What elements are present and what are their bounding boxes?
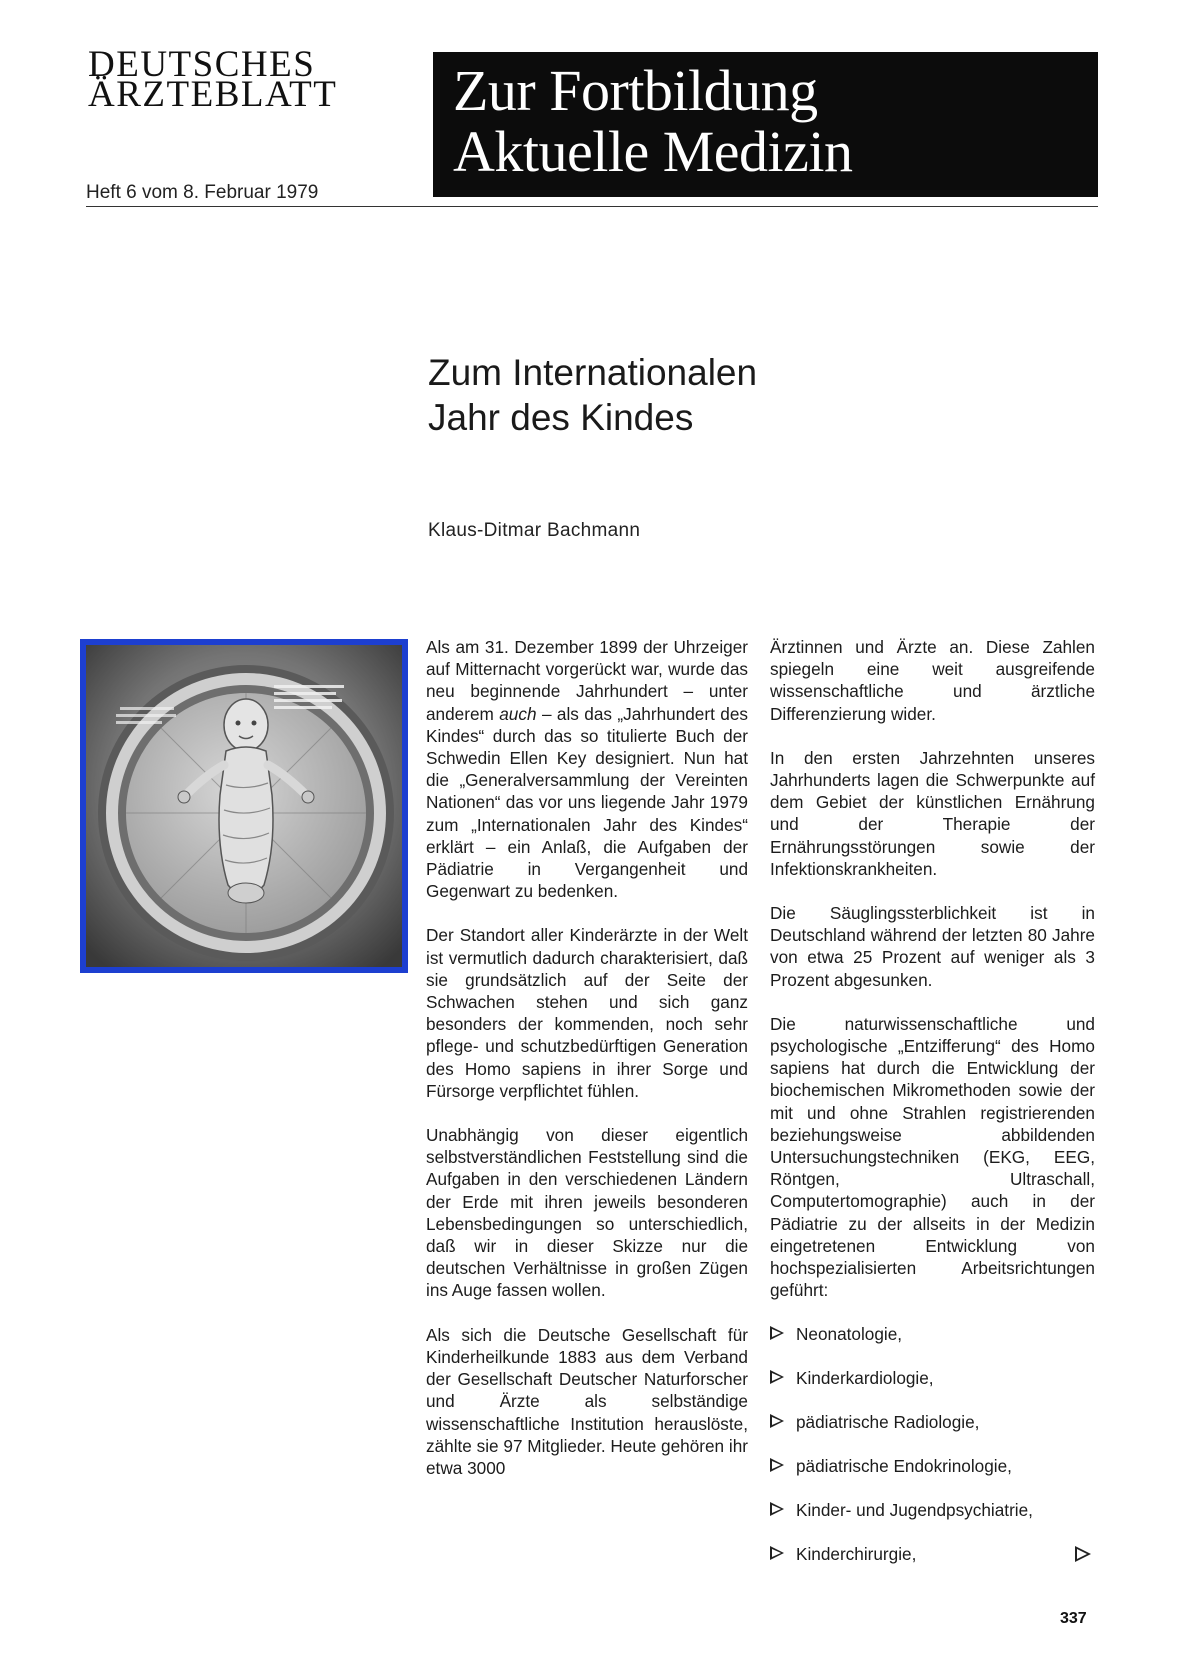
triangle-bullet-icon [770, 1546, 784, 1560]
list-item-label: pädiatrische Endokrinologie, [796, 1456, 1012, 1477]
list-item-label: Kinderkardiologie, [796, 1368, 934, 1389]
paragraph: Ärztinnen und Ärzte an. Diese Zahlen spiegeln eine weit ausgreifende wissenschaftliche und ärztliche Differenzierung wider. [770, 637, 1095, 724]
paragraph: Die naturwissenschaftliche und psychologische „Entzifferung“ des Homo sapiens hat durch die Entwicklung der biochemischen Mikromethoden sowie der mit und ohne Strahlen registrierenden beziehungsweise abbildenden Untersuchungstechniken (EKG, EEG, Röntgen, Ultraschall, Computertomographie) auch in der Pädiatrie zu der allseits in der Medizin eingetretenen Entwicklung von hochspezialisierten Arbeitsrichtungen geführt: [770, 1013, 1095, 1301]
list-item [770, 1455, 1095, 1499]
list-item [770, 1323, 1095, 1367]
triangle-bullet-icon [770, 1370, 784, 1384]
article-author: Klaus-Ditmar Bachmann [428, 520, 641, 541]
list-item [770, 1367, 1095, 1411]
paragraph: Unabhängig von dieser eigentlich selbstverständlichen Feststellung sind die Aufgaben in den verschiedenen Ländern der Erde mit ihren jeweils besonderen Lebensbedingungen so unterschiedlich, daß wir in dieser Skizze nur die deutschen Verhältnisse in großen Zügen ins Auge fassen wollen. [426, 1125, 748, 1301]
triangle-bullet-icon [770, 1414, 784, 1428]
list-item [770, 1411, 1095, 1455]
list-item-label: Kinder- und Jugendpsychiatrie, [796, 1500, 1033, 1521]
journal-masthead [88, 44, 428, 115]
masthead-line-2: ÄRZTEBLATT [88, 74, 338, 115]
relief-infant-icon [86, 645, 402, 967]
list-item [770, 1543, 1095, 1587]
paragraph: Der Standort aller Kinderärzte in der Welt ist vermutlich dadurch charakterisiert, daß sie grundsätzlich auf der Seite der Schwachen stehen und sich ganz besonders der kommenden, noch sehr pflege- und schutzbedürftigen Generation des Homo sapiens in ihrer Sorge und Fürsorge verpflichtet fühlen. [426, 925, 748, 1101]
text-run: – als das „Jahrhundert des Kindes“ durch das so titulierte Buch der Schwedin Ellen Key designiert. Nun hat die „Generalversammlung der Vereinten Nationen“ das vor uns liegende Jahr 1979 zum „Internationalen Jahr des Kindes“ erklärt – ein Anlaß, die Aufgaben der Pädiatrie in Vergangenheit und Gegenwart zu bedenken. [426, 703, 748, 902]
article-title [428, 350, 757, 440]
text-column-2 [770, 636, 1095, 1587]
text-column-1 [426, 636, 748, 1501]
section-banner [433, 52, 1098, 197]
banner-line-2: Aktuelle Medizin [453, 119, 853, 184]
title-line-2: Jahr des Kindes [428, 397, 694, 438]
paragraph: In den ersten Jahrzehnten unseres Jahrhunderts lagen die Schwerpunkte auf dem Gebiet der künstlichen Ernährung und der Therapie der Ernährungsstörungen sowie der Infektionskrankheiten. [770, 747, 1095, 879]
triangle-bullet-icon [770, 1326, 784, 1340]
masthead-line-1: DEUTSCHES [88, 44, 316, 85]
emphasis: auch [499, 703, 537, 724]
header-divider [86, 206, 1098, 207]
list-item-label: Neonatologie, [796, 1324, 903, 1345]
triangle-bullet-icon [770, 1502, 784, 1516]
specialty-list [770, 1323, 1095, 1587]
text-run: Als am 31. Dezember 1899 der Uhrzeiger auf Mitternacht vorgerückt war, wurde das neu beginnende Jahrhundert – unter anderem [426, 637, 748, 724]
banner-line-1: Zur Fortbildung [453, 58, 818, 123]
title-line-1: Zum Internationalen [428, 352, 758, 393]
issue-date: Heft 6 vom 8. Februar 1979 [86, 182, 319, 203]
list-item [770, 1499, 1095, 1543]
page-number: 337 [1060, 1610, 1087, 1627]
triangle-bullet-icon [770, 1458, 784, 1472]
paragraph: Als sich die Deutsche Gesellschaft für Kinderheilkunde 1883 aus dem Verband der Gesellschaft Deutscher Naturforscher und Ärzte als selbständige wissenschaftliche Institution herauslöste, zählte sie 97 Mitglieder. Heute gehören ihr etwa 3000 [426, 1324, 748, 1478]
article-figure [80, 639, 408, 973]
list-item-label: pädiatrische Radiologie, [796, 1412, 980, 1433]
paragraph [426, 636, 748, 902]
list-item-label: Kinderchirurgie, [796, 1544, 917, 1565]
continued-arrow-icon [1075, 1546, 1091, 1562]
paragraph: Die Säuglingssterblichkeit ist in Deutschland während der letzten 80 Jahre von etwa 25 Prozent auf weniger als 3 Prozent abgesunken. [770, 903, 1095, 990]
